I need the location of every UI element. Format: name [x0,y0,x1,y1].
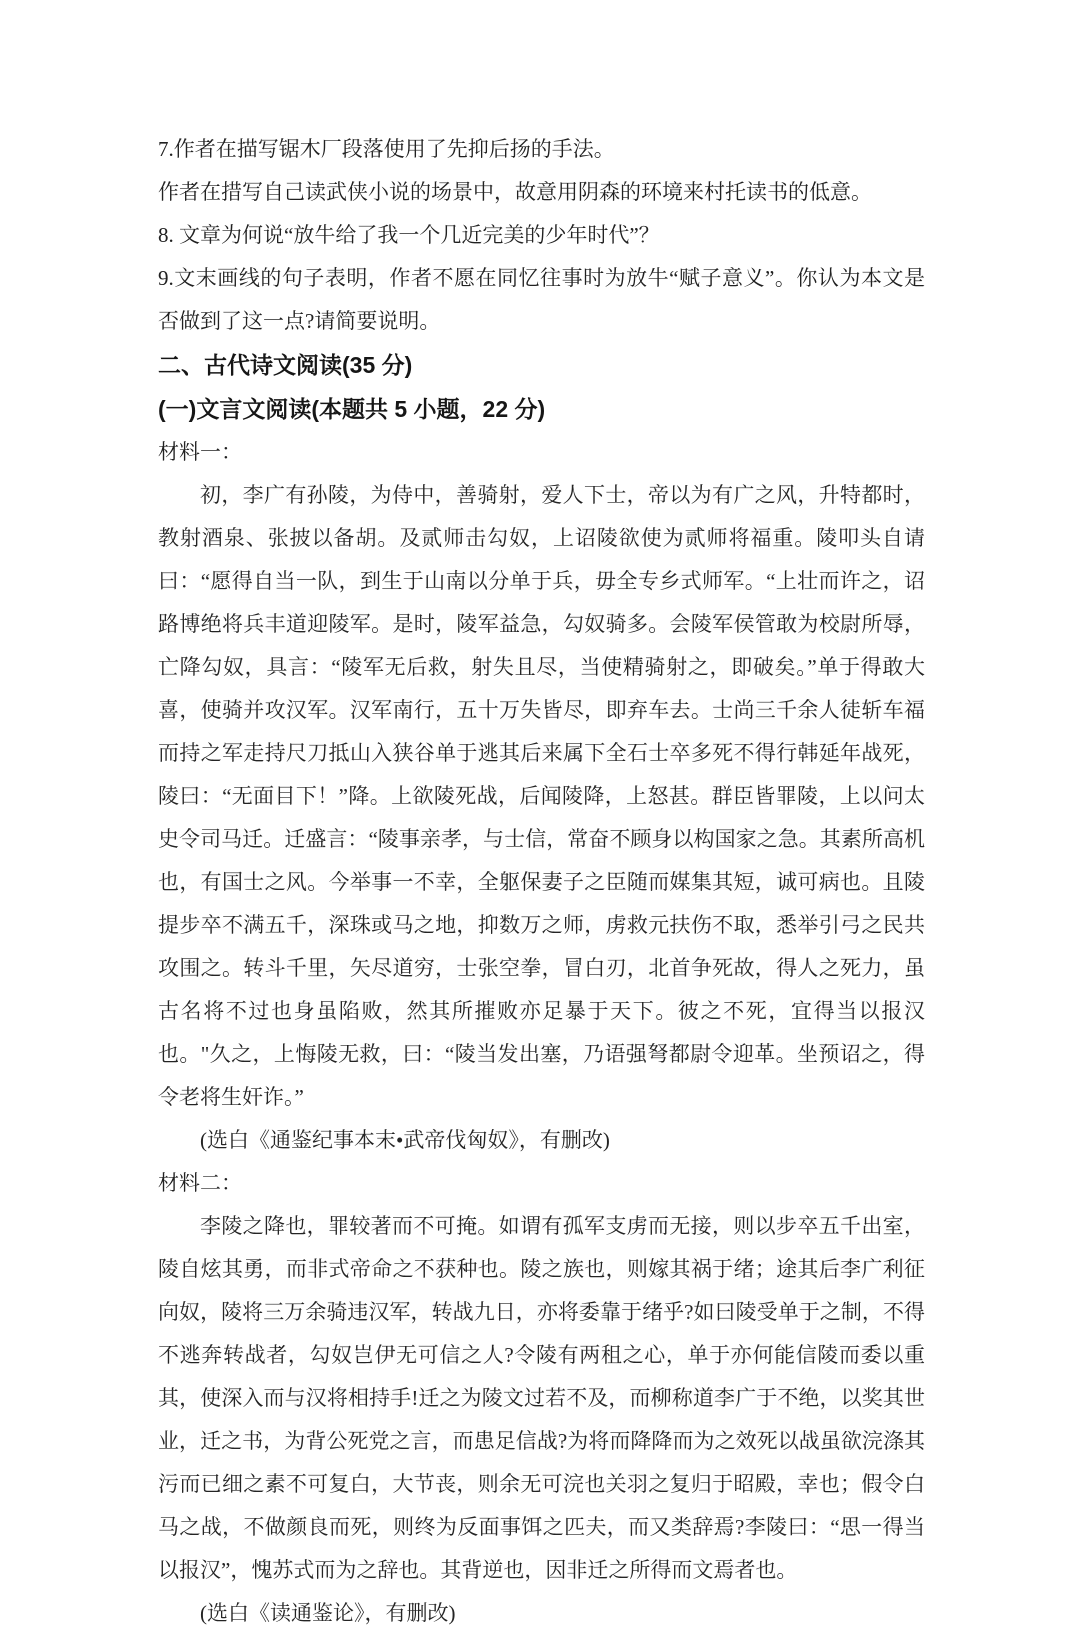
question-9: 9.文末画线的句子表明，作者不愿在同忆往事时为放牛“赋子意义”。你认为本文是否做到了这一点?请简要说明。 [158,266,925,333]
section-heading: 二、古代诗文阅读(35 分) [158,352,413,378]
material-1-text: 初，李广有孙陵，为侍中，善骑射，爱人下士，帝以为有广之风，升特都时，教射酒泉、张披以备胡。及贰师击勾奴，上诏陵欲使为贰师将福重。陵叩头自请曰：“愿得自当一队，到生于山南以分单于兵，毋全专乡式师军。“上壮而许之，诏路博绝将兵丰道迎陵军。是时，陵军益急，勾奴骑多。会陵军侯管敢为校尉所辱，亡降勾奴，具言：“陵军无后救，射失且尽，当使精骑射之，即破矣。”单于得敢大喜，使骑并攻汉军。汉军南行，五十万失皆尽，即弃车去。士尚三千余人徒斩车福而持之军走持尺刀抵山入狭谷单于逃其后来属下全石士卒多死不得行韩延年战死，陵曰：“无面目下！”降。上欲陵死战，后闻陵降，上怒甚。群臣皆罪陵，上以问太史令司马迁。迁盛言：“陵事亲孝，与士信，常奋不顾身以构国家之急。其素所高机也，有国士之风。今举事一不幸，全躯保妻子之臣随而媒集其短，诚可病也。且陵提步卒不满五千，深珠或马之地，抑数万之师，虏救元扶伤不取，悉举引弓之民共攻围之。转斗千里，矢尽道穷，士张空拳，冒白刃，北首争死故，得人之死力，虽古名将不过也身虽陷败，然其所摧败亦足暴于天下。彼之不死，宜得当以报汉也。"久之，上悔陵无救，曰：“陵当发出塞，乃语强弩都尉令迎革。坐预诏之，得令老将生奸诈。” [158,483,925,1109]
material-1-label: 材料一： [158,440,242,464]
material-1-citation: (选白《通鉴纪事本末•武帝伐匈奴》，有删改) [200,1128,610,1152]
question-8: 8. 文章为何说“放牛给了我一个几近完美的少年时代”？ [158,223,660,247]
material-2-citation: (选白《读通鉴论》，有删改) [200,1601,456,1625]
material-2-text: 李陵之降也，罪较著而不可掩。如谓有孤军支虏而无接，则以步卒五千出室，陵自炫其勇，而非式帝命之不获种也。陵之族也，则嫁其祸于绪；途其后李广利征向奴，陵将三万余骑违汉军，转战九日，亦将委靠于绪乎?如曰陵受单于之制，不得不逃奔转战者，勾奴岂伊无可信之人?令陵有两租之心，单于亦何能信陵而委以重其，使深入而与汉将相持手!迁之为陵文过若不及，而柳称道李广于不绝，以奖其世业，迁之书，为背公死党之言，而患足信战?为将而降降而为之效死以战虽欲浣涤其污而已细之素不可复白，大节丧，则余无可浣也关羽之复归于昭殿，幸也；假令白马之战，不做颜良而死，则终为反面事饵之匹夫，而又类辞焉?李陵曰：“思一得当以报汉”，愧苏式而为之辞也。其背逆也，因非迁之所得而文焉者也。 [158,1214,925,1582]
subsection-heading: (一)文言文阅读(本题共 5 小题，22 分) [158,396,546,422]
material-2-label: 材料二： [158,1171,242,1195]
question-7: 7.作者在描写锯木厂段落使用了先抑后扬的手法。 [158,137,615,161]
question-7-statement: 作者在措写自己读武侠小说的场景中，故意用阴森的环境来村托读书的低意。 [158,180,872,204]
